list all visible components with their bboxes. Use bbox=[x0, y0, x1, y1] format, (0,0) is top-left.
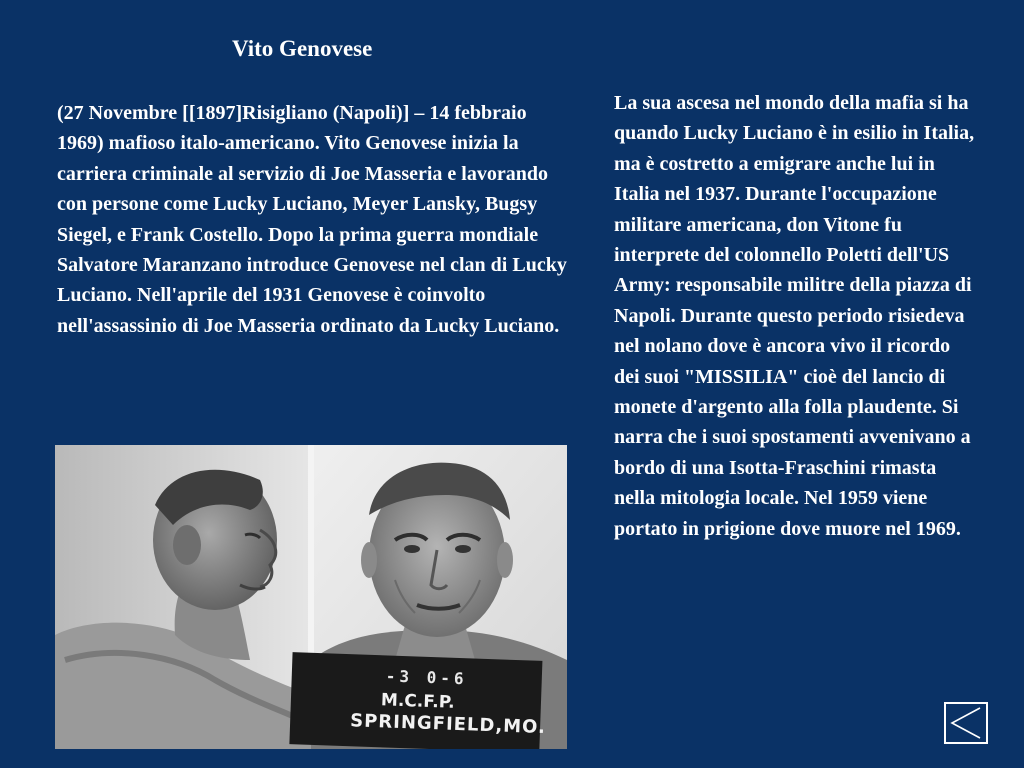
mugshot-photo bbox=[55, 445, 567, 749]
placard bbox=[289, 652, 548, 749]
placard-line-1: -3 0-6 bbox=[385, 666, 468, 689]
biography-paragraph-left: (27 Novembre [[1897]Risigliano (Napoli)] – 14 febbraio 1969) mafioso italo-americano. Vito Genovese inizia la carriera criminale al servizio di Joe Masseria e lavorando con persone come Lucky Luciano, Meyer Lansky, Bugsy Siegel, e Frank Costello. Dopo la prima guerra mondiale Salvatore Maranzano introduce Genovese nel clan di Lucky Luciano. Nell'aprile del 1931 Genovese è coinvolto nell'assassinio di Joe Masseria ordinato da Lucky Luciano. bbox=[57, 102, 567, 337]
biography-paragraph-right: La sua ascesa nel mondo della mafia si ha quando Lucky Luciano è in esilio in Italia, ma è costretto a emigrare anche lui in Italia nel 1937. Durante l'occupazione militare americana, don Vitone fu interprete del colonnello Poletti dell'US Army: responsabile militre della piazza di Napoli. Durante questo periodo risiedeva nel nolano dove è ancora vivo il ricordo dei suoi "MISSILIA" cioè del lancio di monete d'argento alla folla plaudente. Si narra che i suoi spostamenti avvenivano a bordo di una Isotta-Fraschini rimasta nella mitologia locale. Nel 1959 viene portato in prigione dove muore nel 1969. bbox=[614, 92, 975, 540]
previous-slide-icon bbox=[946, 704, 986, 742]
slide-title: Vito Genovese bbox=[232, 36, 373, 61]
previous-slide-button[interactable] bbox=[944, 702, 988, 744]
placard-line-2: M.C.F.P. bbox=[380, 690, 455, 713]
placard-line-3: SPRINGFIELD,MO. bbox=[349, 710, 547, 739]
